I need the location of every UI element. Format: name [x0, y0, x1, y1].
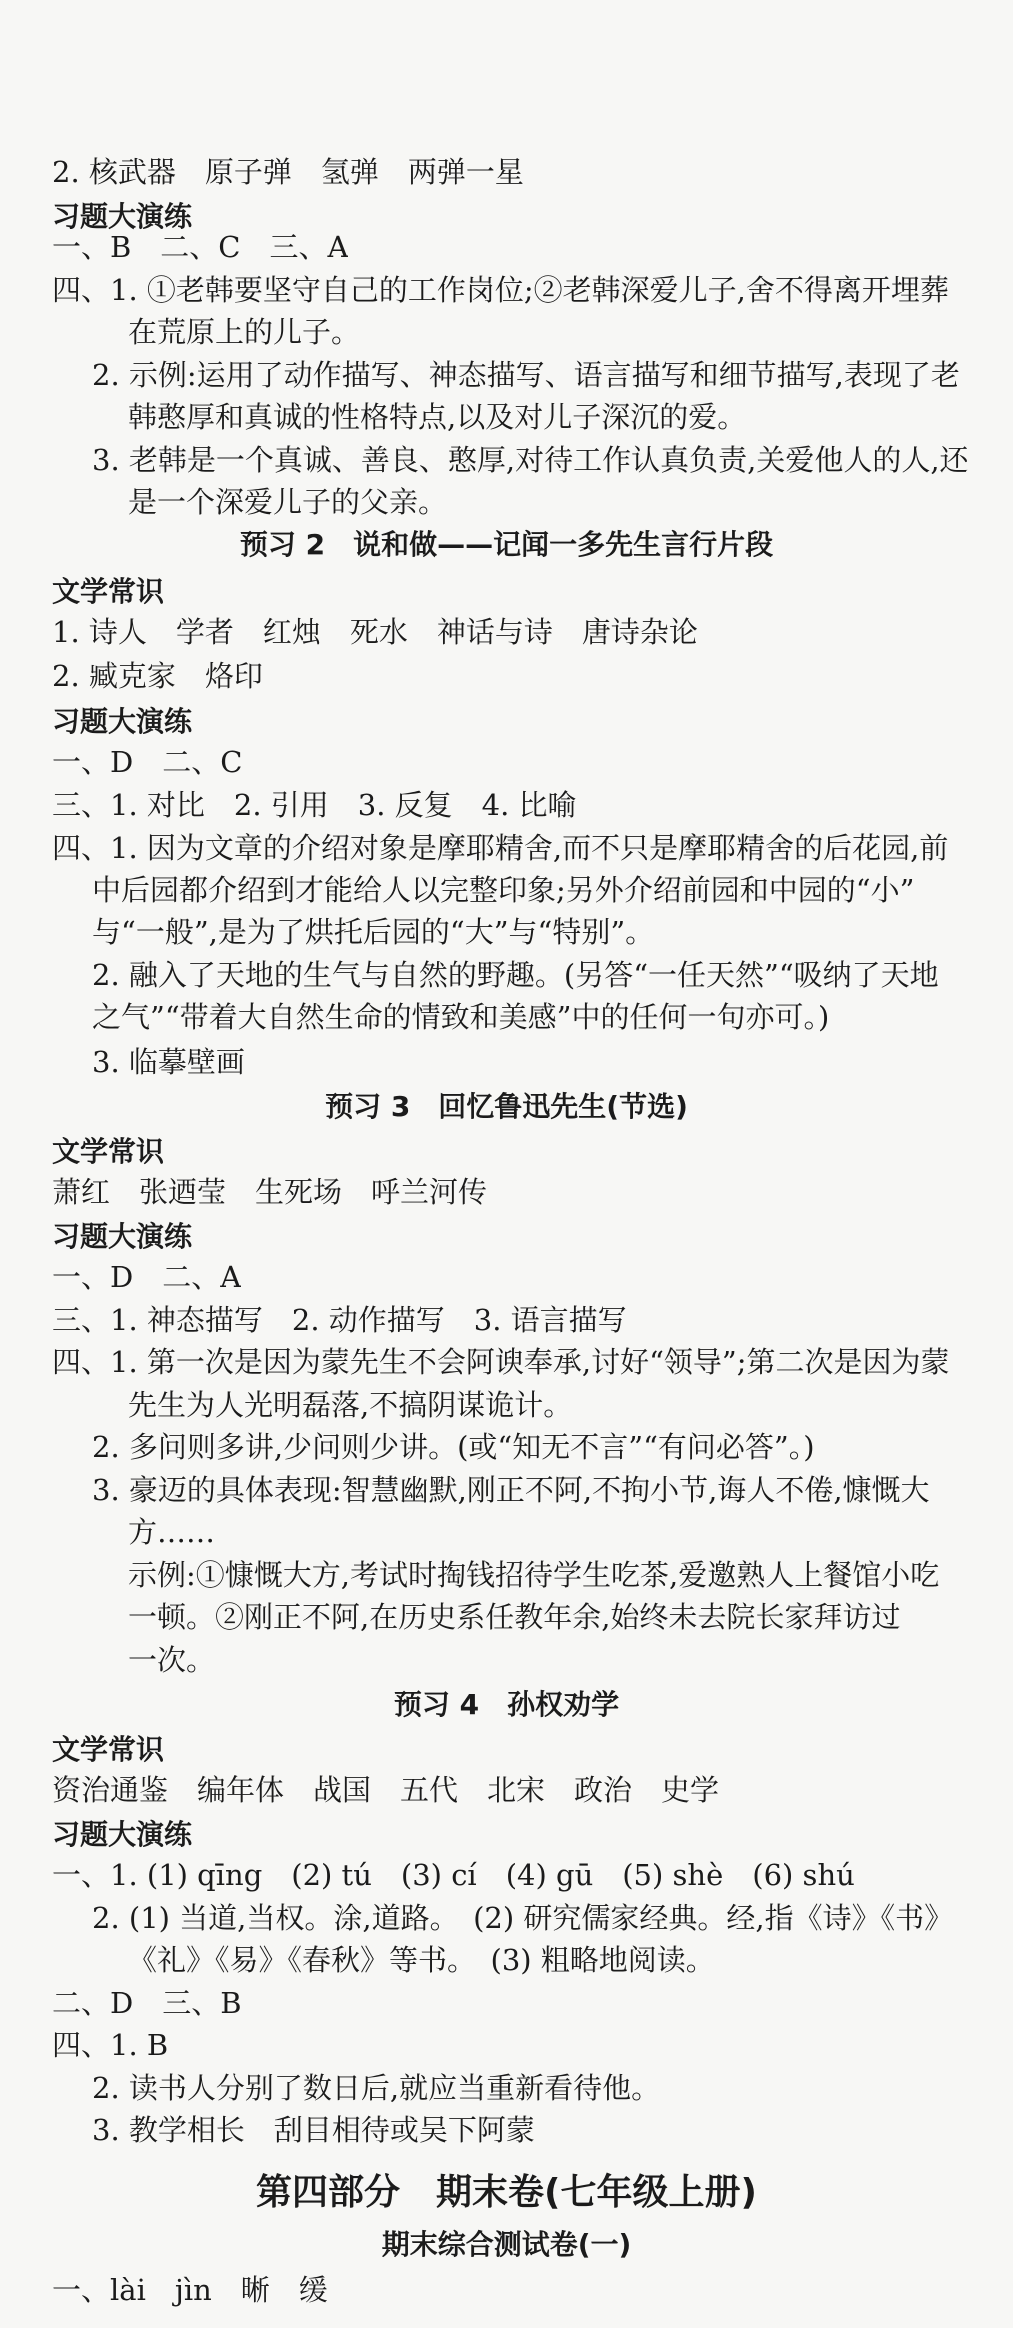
- text-line: 一、D 二、C: [52, 745, 243, 779]
- text-line: 是一个深爱儿子的父亲。: [128, 485, 448, 519]
- text-line: 示例:①慷慨大方,考试时掏钱招待学生吃茶,爱邀熟人上餐馆小吃: [128, 1558, 940, 1592]
- text-line: 3. 豪迈的具体表现:智慧幽默,刚正不阿,不拘小节,诲人不倦,慷慨大: [92, 1473, 930, 1507]
- text-line: 2. 示例:运用了动作描写、神态描写、语言描写和细节描写,表现了老: [92, 358, 960, 392]
- text-line: 四、1. 第一次是因为蒙先生不会阿谀奉承,讨好“领导”;第二次是因为蒙: [52, 1345, 950, 1379]
- text-line: 《礼》《易》《春秋》等书。 (3) 粗略地阅读。: [128, 1943, 715, 1977]
- text-line: 1. 诗人 学者 红烛 死水 神话与诗 唐诗杂论: [52, 615, 698, 649]
- lesson-title: 预习 4 孙权劝学: [393, 1688, 620, 1721]
- text-line: 四、1. 因为文章的介绍对象是摩耶精舍,而不只是摩耶精舍的后花园,前: [52, 831, 949, 865]
- section-heading: 习题大演练: [52, 1220, 193, 1253]
- lesson-title: 预习 2 说和做——记闻一多先生言行片段: [239, 528, 774, 561]
- lesson-title: 预习 3 回忆鲁迅先生(节选): [325, 1090, 688, 1123]
- text-line: 一顿。②刚正不阿,在历史系任教年余,始终未去院长家拜访过: [128, 1600, 901, 1634]
- section-heading: 文学常识: [52, 1135, 165, 1168]
- text-line: 一次。: [128, 1643, 216, 1677]
- text-line: 2. 核武器 原子弹 氢弹 两弹一星: [52, 155, 524, 189]
- text-line: 3. 教学相长 刮目相待或吴下阿蒙: [92, 2113, 535, 2147]
- part-title: 第四部分 期末卷(七年级上册): [256, 2172, 757, 2213]
- text-line: 之气”“带着大自然生命的情致和美感”中的任何一句亦可。): [92, 1000, 830, 1034]
- text-line: 韩憨厚和真诚的性格特点,以及对儿子深沉的爱。: [128, 400, 747, 434]
- text-line: 萧红 张迺莹 生死场 呼兰河传: [52, 1175, 488, 1209]
- section-heading: 习题大演练: [52, 705, 193, 738]
- text-line: 先生为人光明磊落,不搞阴谋诡计。: [128, 1388, 573, 1422]
- text-line: 四、1. B: [52, 2028, 169, 2062]
- text-line: 资治通鉴 编年体 战国 五代 北宋 政治 史学: [52, 1773, 720, 1807]
- lesson-title: 期末综合测试卷(一): [381, 2228, 632, 2261]
- text-line: 一、B 二、C 三、A: [52, 230, 349, 264]
- text-line: 方……: [128, 1515, 216, 1549]
- text-line: 一、lài jìn 晰 缓: [52, 2273, 328, 2307]
- text-line: 二、D 三、B: [52, 1986, 242, 2020]
- text-line: 中后园都介绍到才能给人以完整印象;另外介绍前园和中园的“小”: [92, 873, 915, 907]
- section-heading: 习题大演练: [52, 1818, 193, 1851]
- text-line: 2. 臧克家 烙印: [52, 659, 263, 693]
- text-line: 与“一般”,是为了烘托后园的“大”与“特别”。: [92, 915, 655, 949]
- text-line: 2. (1) 当道,当权。涂,道路。 (2) 研究儒家经典。经,指《诗》《书》: [92, 1901, 954, 1935]
- text-line: 2. 多问则多讲,少问则少讲。(或“知无不言”“有问必答”。): [92, 1430, 815, 1464]
- text-line: 3. 临摹壁画: [92, 1045, 245, 1079]
- text-line: 四、1. ①老韩要坚守自己的工作岗位;②老韩深爱儿子,舍不得离开埋葬: [52, 273, 949, 307]
- text-line: 三、1. 对比 2. 引用 3. 反复 4. 比喻: [52, 788, 577, 822]
- section-heading: 习题大演练: [52, 200, 193, 233]
- text-line: 2. 读书人分别了数日后,就应当重新看待他。: [92, 2071, 661, 2105]
- text-line: 3. 老韩是一个真诚、善良、憨厚,对待工作认真负责,关爱他人的人,还: [92, 443, 969, 477]
- text-line: 一、D 二、A: [52, 1260, 242, 1294]
- section-heading: 文学常识: [52, 1733, 165, 1766]
- text-line: 三、1. 神态描写 2. 动作描写 3. 语言描写: [52, 1303, 627, 1337]
- text-line: 一、1. (1) qīng (2) tú (3) cí (4) gū (5) shè (6) shú: [52, 1858, 855, 1892]
- text-line: 在荒原上的儿子。: [128, 315, 361, 349]
- text-line: 2. 融入了天地的生气与自然的野趣。(另答“一任天然”“吸纳了天地: [92, 958, 939, 992]
- section-heading: 文学常识: [52, 575, 165, 608]
